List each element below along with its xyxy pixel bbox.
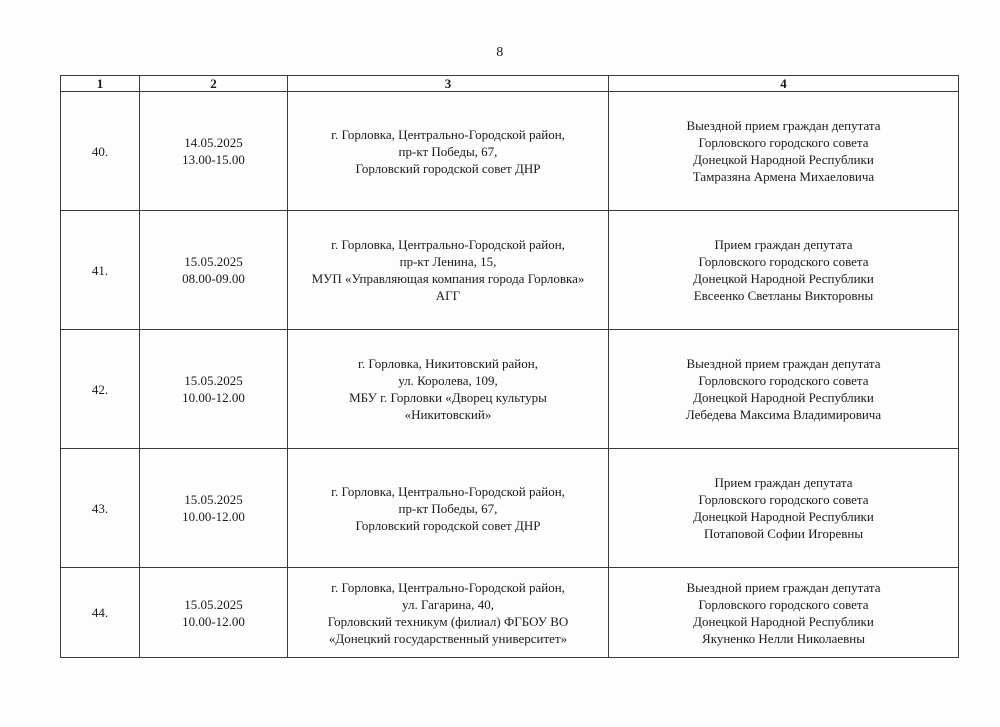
row-number: 43. [91,500,109,516]
date-time-cell [140,449,288,568]
event-line: Донецкой Народной Республики [693,390,874,405]
row-number-cell [61,211,140,330]
time-range: 10.00-12.00 [182,509,245,524]
page-number: 8 [496,45,504,60]
column-header: 1 [61,76,140,92]
location-cell [288,330,609,449]
row-number-cell [61,449,140,568]
location-cell [288,211,609,330]
location-cell [288,568,609,658]
event-line: Горловского городского совета [698,254,869,269]
event-cell [609,449,959,568]
time-range: 10.00-12.00 [182,613,245,629]
event-line: Донецкой Народной Республики [693,613,874,629]
event-line: Донецкой Народной Республики [693,509,874,524]
location-line: г. Горловка, Центрально-Городской район, [331,237,565,252]
location-line: г. Горловка, Центрально-Городской район, [331,579,565,595]
event-line: Прием граждан депутата [714,475,853,490]
event-line: Горловского городского совета [698,492,869,507]
location-line: г. Горловка, Центрально-Городской район, [331,126,565,142]
location-line: Горловский городской совет ДНР [355,160,541,176]
row-number: 44. [91,605,109,620]
row-number-cell [61,92,140,211]
date-time-cell [140,568,288,658]
event-line: Лебедева Максима Владимировича [685,407,882,422]
date: 15.05.2025 [184,492,243,507]
time-range: 10.00-12.00 [182,390,245,405]
table-row [61,92,959,211]
location-line: МУП «Управляющая компания города Горловка» [311,271,585,286]
event-line: Тамразяна Армена Михаеловича [692,169,875,184]
date-time-cell [140,330,288,449]
event-cell [609,330,959,449]
location-line: пр-кт Победы, 67, [398,143,498,159]
event-line: Выездной прием граждан депутата [686,579,881,595]
location-line: «Донецкий государственный университет» [328,630,568,646]
column-header: 3 [288,76,609,92]
location-line: МБУ г. Горловки «Дворец культуры [349,390,547,405]
schedule-table [60,75,959,658]
column-header: 2 [140,76,288,92]
date: 15.05.2025 [184,373,243,388]
table-row [61,449,959,568]
header-row [61,76,959,92]
date: 15.05.2025 [184,596,243,612]
location-line: «Никитовский» [404,407,492,422]
location-line: г. Горловка, Никитовский район, [358,356,538,371]
row-number: 41. [91,262,109,278]
event-line: Якуненко Нелли Николаевны [702,630,865,646]
date: 15.05.2025 [184,254,243,269]
location-line: АГГ [435,288,461,303]
event-line: Выездной прием граждан депутата [686,118,881,133]
date-time-cell [140,92,288,211]
time-range: 08.00-09.00 [182,271,245,286]
event-cell [609,568,959,658]
event-line: Горловского городского совета [698,373,869,388]
location-cell [288,92,609,211]
event-line: Горловского городского совета [698,596,869,612]
event-cell [609,92,959,211]
location-line: ул. Королева, 109, [398,373,498,388]
event-line: Выездной прием граждан депутата [686,356,881,371]
event-line: Потаповой Софии Игоревны [703,526,864,541]
row-number: 40. [91,143,109,159]
row-number-cell [61,568,140,658]
event-line: Горловского городского совета [698,135,869,150]
table-row [61,211,959,330]
location-line: пр-кт Ленина, 15, [399,254,497,269]
event-line: Евсеенко Светланы Викторовны [693,288,874,303]
location-line: Горловский городской совет ДНР [355,517,541,533]
event-cell [609,211,959,330]
event-line: Прием граждан депутата [714,237,853,252]
event-line: Донецкой Народной Республики [693,271,874,286]
table-row [61,330,959,449]
date: 14.05.2025 [184,135,243,150]
date-time-cell [140,211,288,330]
row-number-cell [61,330,140,449]
location-line: Горловский техникум (филиал) ФГБОУ ВО [327,613,569,629]
location-line: ул. Гагарина, 40, [402,596,494,612]
column-header: 4 [609,76,959,92]
location-line: г. Горловка, Центрально-Городской район, [331,483,565,499]
location-cell [288,449,609,568]
location-line: пр-кт Победы, 67, [398,500,498,516]
time-range: 13.00-15.00 [182,152,245,167]
event-line: Донецкой Народной Республики [693,152,874,167]
table-row [61,568,959,658]
row-number: 42. [91,381,109,397]
